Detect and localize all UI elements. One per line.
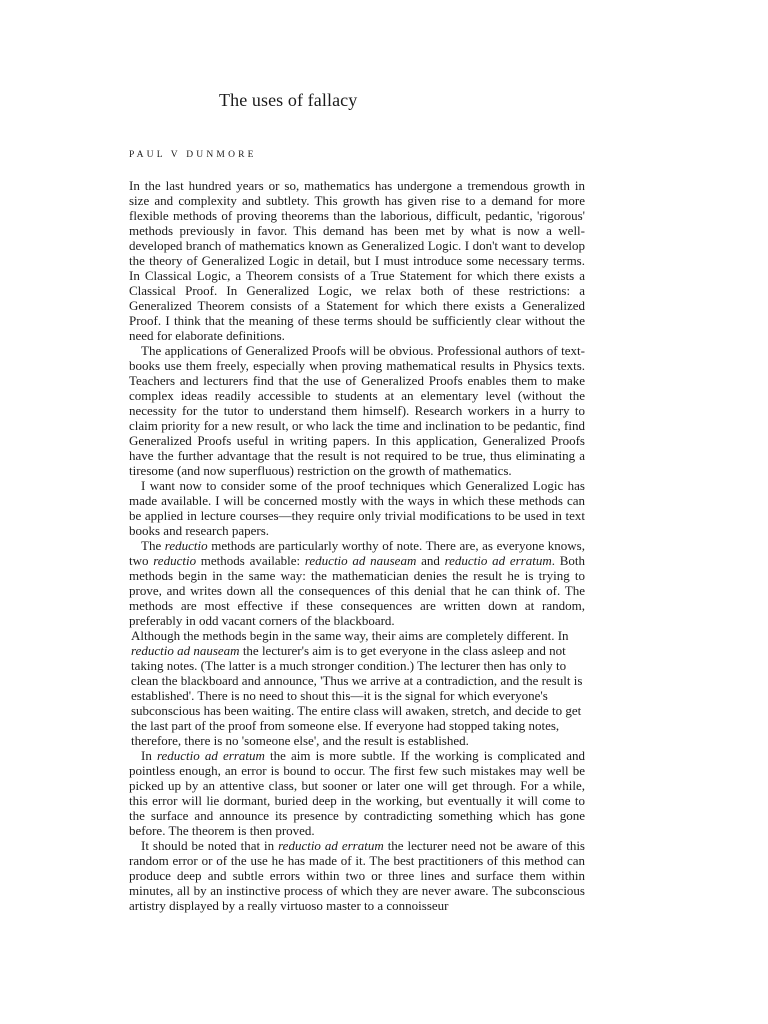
text-run: In the last hundred years or so, mathematics has undergone a tremendous growth in size and complexity and subtlety. This growth has given rise to a demand for more flexible methods of proving theorems than the laborious, difficult, pedantic, 'rigorous' methods previously in favor. This demand has been met by what is now a well-developed branch of mathematics known as Generalized Logic. I don't want to develop the theory of Generalized Logic in detail, but I must introduce some necessary terms. In Classical Logic, a Theorem consists of a True Statement for which there exists a Classical Proof. In Generalized Logic, we relax both of these restrictions: a Generalized Theorem consists of a Statement for which there exists a Generalized Proof. I think that the meaning of these terms should be sufficiently clear without the need for elaborate definitions.: [129, 178, 585, 343]
italic-term: reductio: [153, 553, 197, 568]
text-run: I want now to consider some of the proof techniques which Generalized Logic has made available. I will be concerned mostly with the ways in which these methods can be applied in lecture courses—they require only trivial modifications to be used in text books and research papers.: [129, 478, 585, 538]
italic-term: reductio ad erratum: [278, 838, 384, 853]
paragraph: [129, 178, 585, 343]
paragraph: [131, 628, 585, 748]
paragraph: [129, 478, 585, 538]
text-run: In: [141, 748, 157, 763]
italic-term: reductio ad nauseam: [304, 553, 417, 568]
text-run: methods are particularly worthy of note. There are, as everyone knows, two: [129, 538, 585, 568]
text-run: the lecturer's aim is to get everyone in the class asleep and not taking notes. (The latter is a much stronger condition.) The lecturer then has only to clean the blackboard and announce, 'Thus we arrive at a contradiction, and the result is established'. There is no need to shout this—it is the signal for which everyone's subconscious has been waiting. The entire class will awaken, stretch, and decide to get the last part of the proof from someone else. If everyone had stopped taking notes, therefore, there is no 'someone else', and the result is established.: [131, 643, 583, 748]
italic-term: reductio ad erratum: [444, 553, 552, 568]
italic-term: reductio: [164, 538, 208, 553]
paragraph: [129, 538, 585, 628]
text-run: the aim is more subtle. If the working is complicated and pointless enough, an error is bound to occur. The first few such mistakes may well be picked up by an attentive class, but sooner or later one will get through. For a while, this error will lie dormant, buried deep in the working, but eventually it will come to the surface and announce its presence by contradicting something which has gone before. The theorem is then proved.: [129, 748, 585, 838]
text-run: the lecturer need not be aware of this random error or of the use he has made of it. The best practitioners of this method can produce deep and subtle errors within two or three lines and surface them within minutes, all by an instinctive process of which they are never aware. The subconscious artistry displayed by a really virtuoso master to a connoisseur: [129, 838, 585, 913]
article-author: PAUL V DUNMORE: [129, 150, 257, 160]
text-run: methods available:: [196, 553, 305, 568]
paragraph: [129, 838, 585, 913]
article-title: The uses of fallacy: [219, 90, 358, 110]
text-run: It should be noted that in: [141, 838, 279, 853]
paragraph: [129, 343, 585, 478]
text-run: The applications of Generalized Proofs will be obvious. Professional authors of text-books use them freely, especially when proving mathematical results in Physics texts. Teachers and lecturers find that the use of Generalized Proofs enables them to make complex ideas readily accessible to students at an elementary level (without the necessity for the tutor to understand them himself). Research workers in a hurry to claim priority for a new result, or who lack the time and inclination to be pedantic, find Generalized Proofs useful in writing papers. In this application, Generalized Proofs have the further advantage that the result is not required to be true, thus eliminating a tiresome (and now superfluous) restriction on the growth of mathematics.: [129, 343, 585, 478]
article-body: [129, 178, 585, 913]
text-run: and: [416, 553, 445, 568]
text-run: . Both methods begin in the same way: the mathematician denies the result he is trying to prove, and writes down all the consequences of this denial that he can think of. The methods are most effective if these consequences are written down at random, preferably in odd vacant corners of the blackboard.: [129, 553, 585, 628]
italic-term: reductio ad erratum: [156, 748, 265, 763]
paragraph: [129, 748, 585, 838]
text-run: Although the methods begin in the same way, their aims are completely different. In: [131, 628, 569, 643]
italic-term: reductio ad nauseam: [131, 643, 240, 658]
text-run: The: [141, 538, 165, 553]
